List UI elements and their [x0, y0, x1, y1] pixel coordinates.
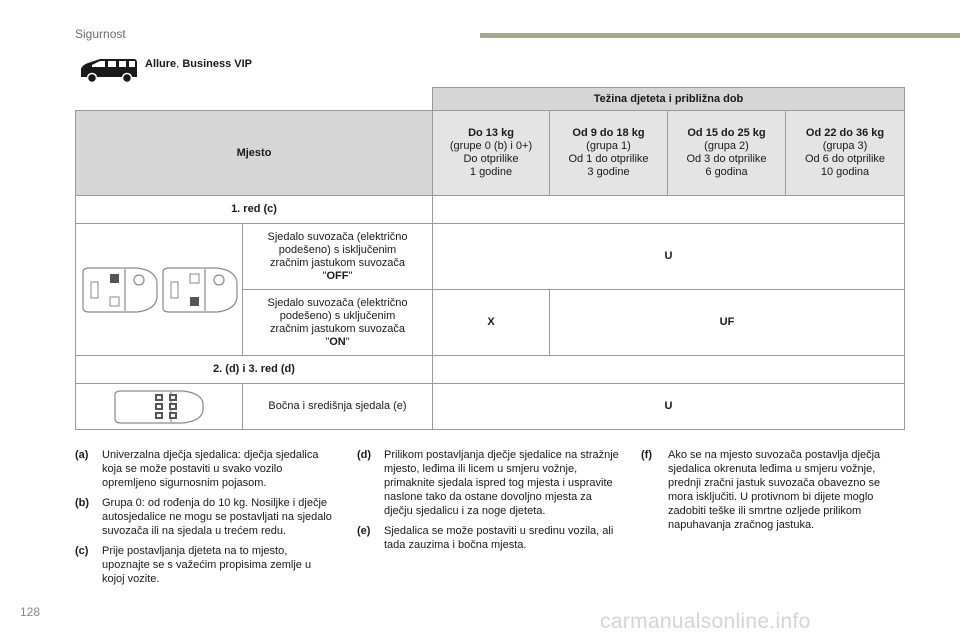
car-top-view-front-seats-icon — [77, 260, 242, 320]
note-a — [75, 448, 335, 490]
airbag-on-label: ON — [329, 335, 346, 348]
car-top-view-rear-seats-icon — [109, 387, 209, 427]
category-age: 10 godina — [820, 166, 870, 178]
seat-off-line: zračnim jastukom suvozača — [269, 256, 406, 269]
category-group: (grupe 0 (b) i 0+) — [449, 140, 533, 152]
seat-on-state-line — [247, 336, 428, 349]
note-text: Ako se na mjesto suvozača postavlja dječja sjedalica okrenuta leđima u smjeru vožnje, prednji zračni jastuk suvozača obavezno se mora isključiti. U protivnom bi dijete moglo zadobiti teške ili smrtne ozljede prilikom napuhavanja zračnog jastuka. — [668, 449, 881, 531]
quote-mark: " — [325, 335, 330, 348]
category-title: Od 15 do 25 kg — [687, 127, 766, 139]
model-separator: , — [176, 58, 180, 70]
category-cell — [433, 111, 550, 196]
seat-off-line: podešeno) s isključenim — [278, 243, 397, 256]
note-tag: (f) — [641, 449, 652, 461]
note-text: Grupa 0: od rođenja do 10 kg. Nosiljke i dječje autosjedalice ne mogu se postavljati na sjedalo suvozača ili na sjedala u trećem redu. — [102, 497, 332, 537]
van-side-icon — [78, 56, 140, 84]
note-tag: (d) — [357, 449, 372, 461]
row1-filler — [433, 196, 905, 224]
category-title: Od 22 do 36 kg — [805, 127, 885, 139]
note-e — [357, 524, 619, 552]
model-line — [145, 58, 252, 70]
category-group: (grupa 3) — [822, 140, 868, 152]
airbag-off-label: OFF — [326, 269, 349, 282]
category-title: Od 9 do 18 kg — [572, 127, 645, 139]
category-title: Do 13 kg — [468, 127, 514, 139]
category-cell — [668, 111, 786, 196]
note-text: Sjedalica se može postaviti u sredinu vozila, ali tada zauzima i bočna mjesta. — [384, 525, 614, 551]
place-header: Mjesto — [76, 111, 433, 196]
category-group: (grupa 2) — [704, 140, 749, 152]
model-name-allure: Allure — [145, 58, 177, 70]
quote-mark: " — [322, 269, 327, 282]
category-age: Od 3 do otprilike — [686, 153, 767, 165]
section-title: Sigurnost — [75, 27, 126, 41]
rear-seats-value: U — [433, 384, 905, 430]
weight-header: Težina djeteta i približna dob — [433, 88, 905, 111]
category-age: Od 6 do otprilike — [804, 153, 886, 165]
note-text: Prije postavljanja djeteta na to mjesto, upoznajte se s važećim propisima zemlje u kojoj vozite. — [102, 545, 312, 585]
category-cell — [786, 111, 905, 196]
note-text: Univerzalna dječja sjedalica: dječja sjedalica koja se može postaviti u svako vozilo opremljeno sigurnosnim pojasom. — [102, 449, 319, 489]
category-age: Od 1 do otprilike — [568, 153, 649, 165]
model-name-business-vip: Business VIP — [182, 58, 253, 70]
note-f — [641, 448, 903, 532]
note-d — [357, 448, 619, 518]
note-text: Prilikom postavljanja dječje sjedalice na stražnje mjesto, leđima ili licem u smjeru vožnje, primaknite sjedala ispred tog mjesta i uspravite naslone tako da ostane dovoljno mjesta za dječju sjedalicu i za noge djeteta. — [384, 449, 619, 517]
note-tag: (e) — [357, 525, 371, 537]
front-seats-diagram-cell — [76, 224, 243, 356]
child-seat-table — [75, 87, 905, 430]
notes-column-1 — [75, 448, 335, 592]
seat-on-line: zračnim jastukom suvozača — [269, 322, 406, 335]
seat-on-description — [243, 290, 433, 356]
seat-off-state-line — [247, 270, 428, 283]
seat-on-line: Sjedalo suvozača (električno — [267, 296, 408, 309]
rear-seats-diagram-cell — [76, 384, 243, 430]
note-c — [75, 544, 335, 586]
header-rule — [480, 33, 960, 38]
empty-corner — [76, 88, 433, 111]
category-age: 3 godine — [587, 166, 630, 178]
note-tag: (a) — [75, 449, 89, 461]
quote-mark: " — [348, 269, 353, 282]
quote-mark: " — [345, 335, 350, 348]
seat-off-description — [243, 224, 433, 290]
category-age: 1 godine — [469, 166, 513, 178]
row2-label: 2. (d) i 3. red (d) — [76, 356, 433, 384]
seat-on-value-uf: UF — [550, 290, 905, 356]
note-b — [75, 496, 335, 538]
notes-column-2 — [357, 448, 619, 558]
rear-seats-label: Bočna i središnja sjedala (e) — [243, 384, 433, 430]
category-group: (grupa 1) — [586, 140, 631, 152]
watermark: carmanualsonline.info — [600, 610, 811, 633]
seat-on-value-x: X — [433, 290, 550, 356]
category-age: Do otprilike — [463, 153, 519, 165]
seat-off-line: Sjedalo suvozača (električno — [267, 230, 408, 243]
page-number: 128 — [20, 605, 41, 619]
row2-filler — [433, 356, 905, 384]
category-age: 6 godina — [705, 166, 748, 178]
category-cell — [550, 111, 668, 196]
row1-label: 1. red (c) — [76, 196, 433, 224]
note-tag: (b) — [75, 497, 90, 509]
seat-off-value: U — [433, 224, 905, 290]
notes-column-3 — [641, 448, 903, 538]
seat-on-line: podešeno) s uključenim — [279, 309, 396, 322]
note-tag: (c) — [75, 545, 89, 557]
